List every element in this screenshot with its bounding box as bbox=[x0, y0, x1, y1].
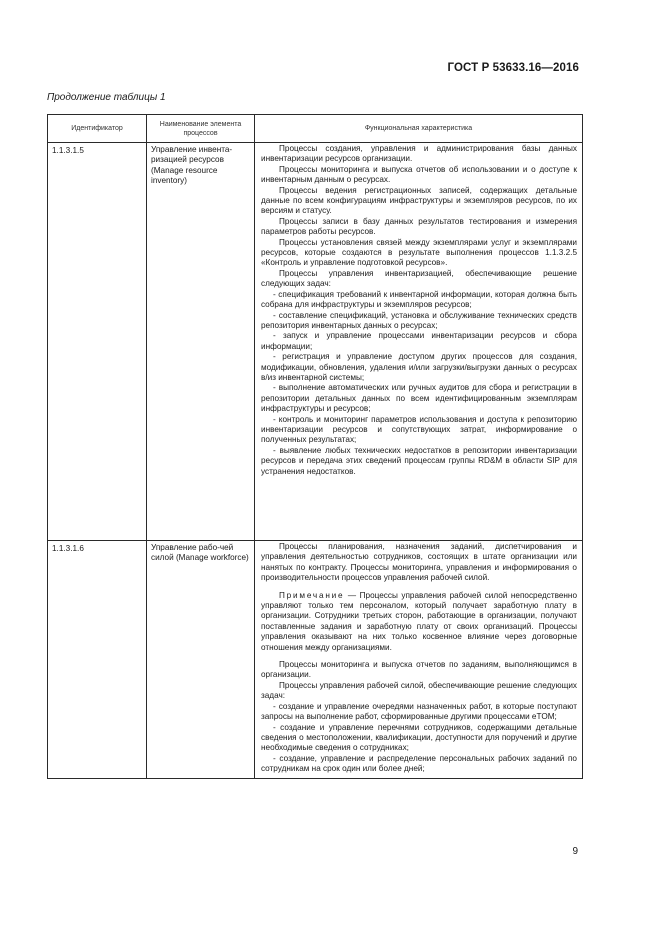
description-paragraph: Процессы записи в базу данных результатов тестирования и измерения параметров работы ресурсов. bbox=[261, 216, 577, 237]
table-row bbox=[48, 541, 583, 779]
column-header-element-name: Наименование элемента процессов bbox=[147, 115, 255, 143]
description-list-item: - выявление любых технических недостатков в репозитории инвентаризации ресурсов и передача этих сведений процессам группы RD&M в области SIP для устранения недостатков. bbox=[261, 445, 577, 476]
note-text: — Процессы управления рабочей силой непосредственно управляют только тем персоналом, который получает заработную плату в организации. Сотрудники третьих сторон, работающие в организации, получают поставленные задания и заработную плату от своих организаций. Процессы управления оказывают на них только косвенное влияние через договорные отношения между организациями. bbox=[261, 590, 577, 652]
description-note bbox=[261, 591, 577, 653]
processes-table bbox=[47, 114, 583, 779]
row-identifier: 1.1.3.1.5 bbox=[48, 143, 147, 541]
note-label: Примечание bbox=[279, 590, 345, 600]
description-paragraph: Процессы создания, управления и администрирования базы данных инвентаризации ресурсов организации. bbox=[261, 144, 577, 164]
description-list-item: - регистрация и управление доступом других процессов для создания, модификации, обновления, удаления и/или загрузки/выгрузки данных о ресурсах в/из инвентарной системы; bbox=[261, 352, 577, 382]
table-row bbox=[48, 143, 583, 541]
description-list-item: - создание и управление перечнями сотрудников, содержащими детальные сведения о местоположении, квалификации, доступности для поручений и другие необходимые сведения о сотрудниках; bbox=[261, 722, 577, 753]
description-list-item: - контроль и мониторинг параметров использования и доступа к репозиторию инвентаризации ресурсов и сопутствующих затрат, информирование о полученных результатах; bbox=[261, 414, 577, 445]
table-header-row bbox=[48, 115, 583, 143]
column-header-functional-description: Функциональная характеристика bbox=[255, 115, 583, 143]
column-header-identifier: Идентификатор bbox=[48, 115, 147, 143]
table-caption: Продолжение таблицы 1 bbox=[47, 92, 166, 103]
description-list-item: - запуск и управление процессами инвентаризации ресурсов и сбора информации; bbox=[261, 331, 577, 351]
document-standard-number: ГОСТ Р 53633.16—2016 bbox=[447, 62, 579, 74]
description-paragraph: Процессы установления связей между экземплярами услуг и экземплярами ресурсов, которые создаются в результате выполнения процессов 1.1.3.2.5 «Контроль и управление подготовкой ресурсов». bbox=[261, 237, 577, 268]
description-paragraph: Процессы управления инвентаризацией, обеспечивающие решение следующих задач: bbox=[261, 268, 577, 289]
description-paragraph: Процессы ведения регистрационных записей, содержащих детальные данные по всем конфигурациям инфраструктуры и экземпляров ресурсов, по их версиям и статусу. bbox=[261, 185, 577, 216]
description-list-item: - спецификация требований к инвентарной информации, которая должна быть собрана для инфраструктуры и экземпляров ресурсов; bbox=[261, 289, 577, 310]
description-paragraph: Процессы управления рабочей силой, обеспечивающие решение следующих задач: bbox=[261, 680, 577, 701]
page-number: 9 bbox=[572, 846, 578, 857]
row-identifier: 1.1.3.1.6 bbox=[48, 541, 147, 779]
row-element-name: Управление рабо-чей силой (Manage workforce) bbox=[147, 541, 255, 779]
row-functional-description bbox=[255, 143, 583, 541]
row-functional-description bbox=[255, 541, 583, 779]
description-paragraph: Процессы планирования, назначения заданий, диспетчирования и управления деятельностью сотрудников, состоящих в штате организации или нанятых по контракту. Процессы мониторинга, управления и информирования о производительности процессов управления рабочей силой. bbox=[261, 542, 577, 583]
description-list-item: - создание, управление и распределение персональных рабочих заданий по сотрудникам на срок один или более дней; bbox=[261, 753, 577, 774]
description-paragraph: Процессы мониторинга и выпуска отчетов об использовании и о доступе к инвентарным данным о ресурсах. bbox=[261, 164, 577, 185]
description-paragraph: Процессы мониторинга и выпуска отчетов по заданиям, выполняющимся в организации. bbox=[261, 660, 577, 680]
row-element-name: Управление инвента-ризацией ресурсов (Manage resource inventory) bbox=[147, 143, 255, 541]
description-list-item: - составление спецификаций, установка и обслуживание технических средств репозитория инвентарных данных о ресурсах; bbox=[261, 310, 577, 330]
description-list-item: - создание и управление очередями назначенных работ, в которые поступают запросы на выполнение работ, сформированные другими процессами eTOM; bbox=[261, 701, 577, 722]
description-list-item: - выполнение автоматических или ручных аудитов для сбора и регистрации в репозитории детальных данных по всем идентифицированным экземплярам инфраструктуры и ресурсов; bbox=[261, 383, 577, 414]
